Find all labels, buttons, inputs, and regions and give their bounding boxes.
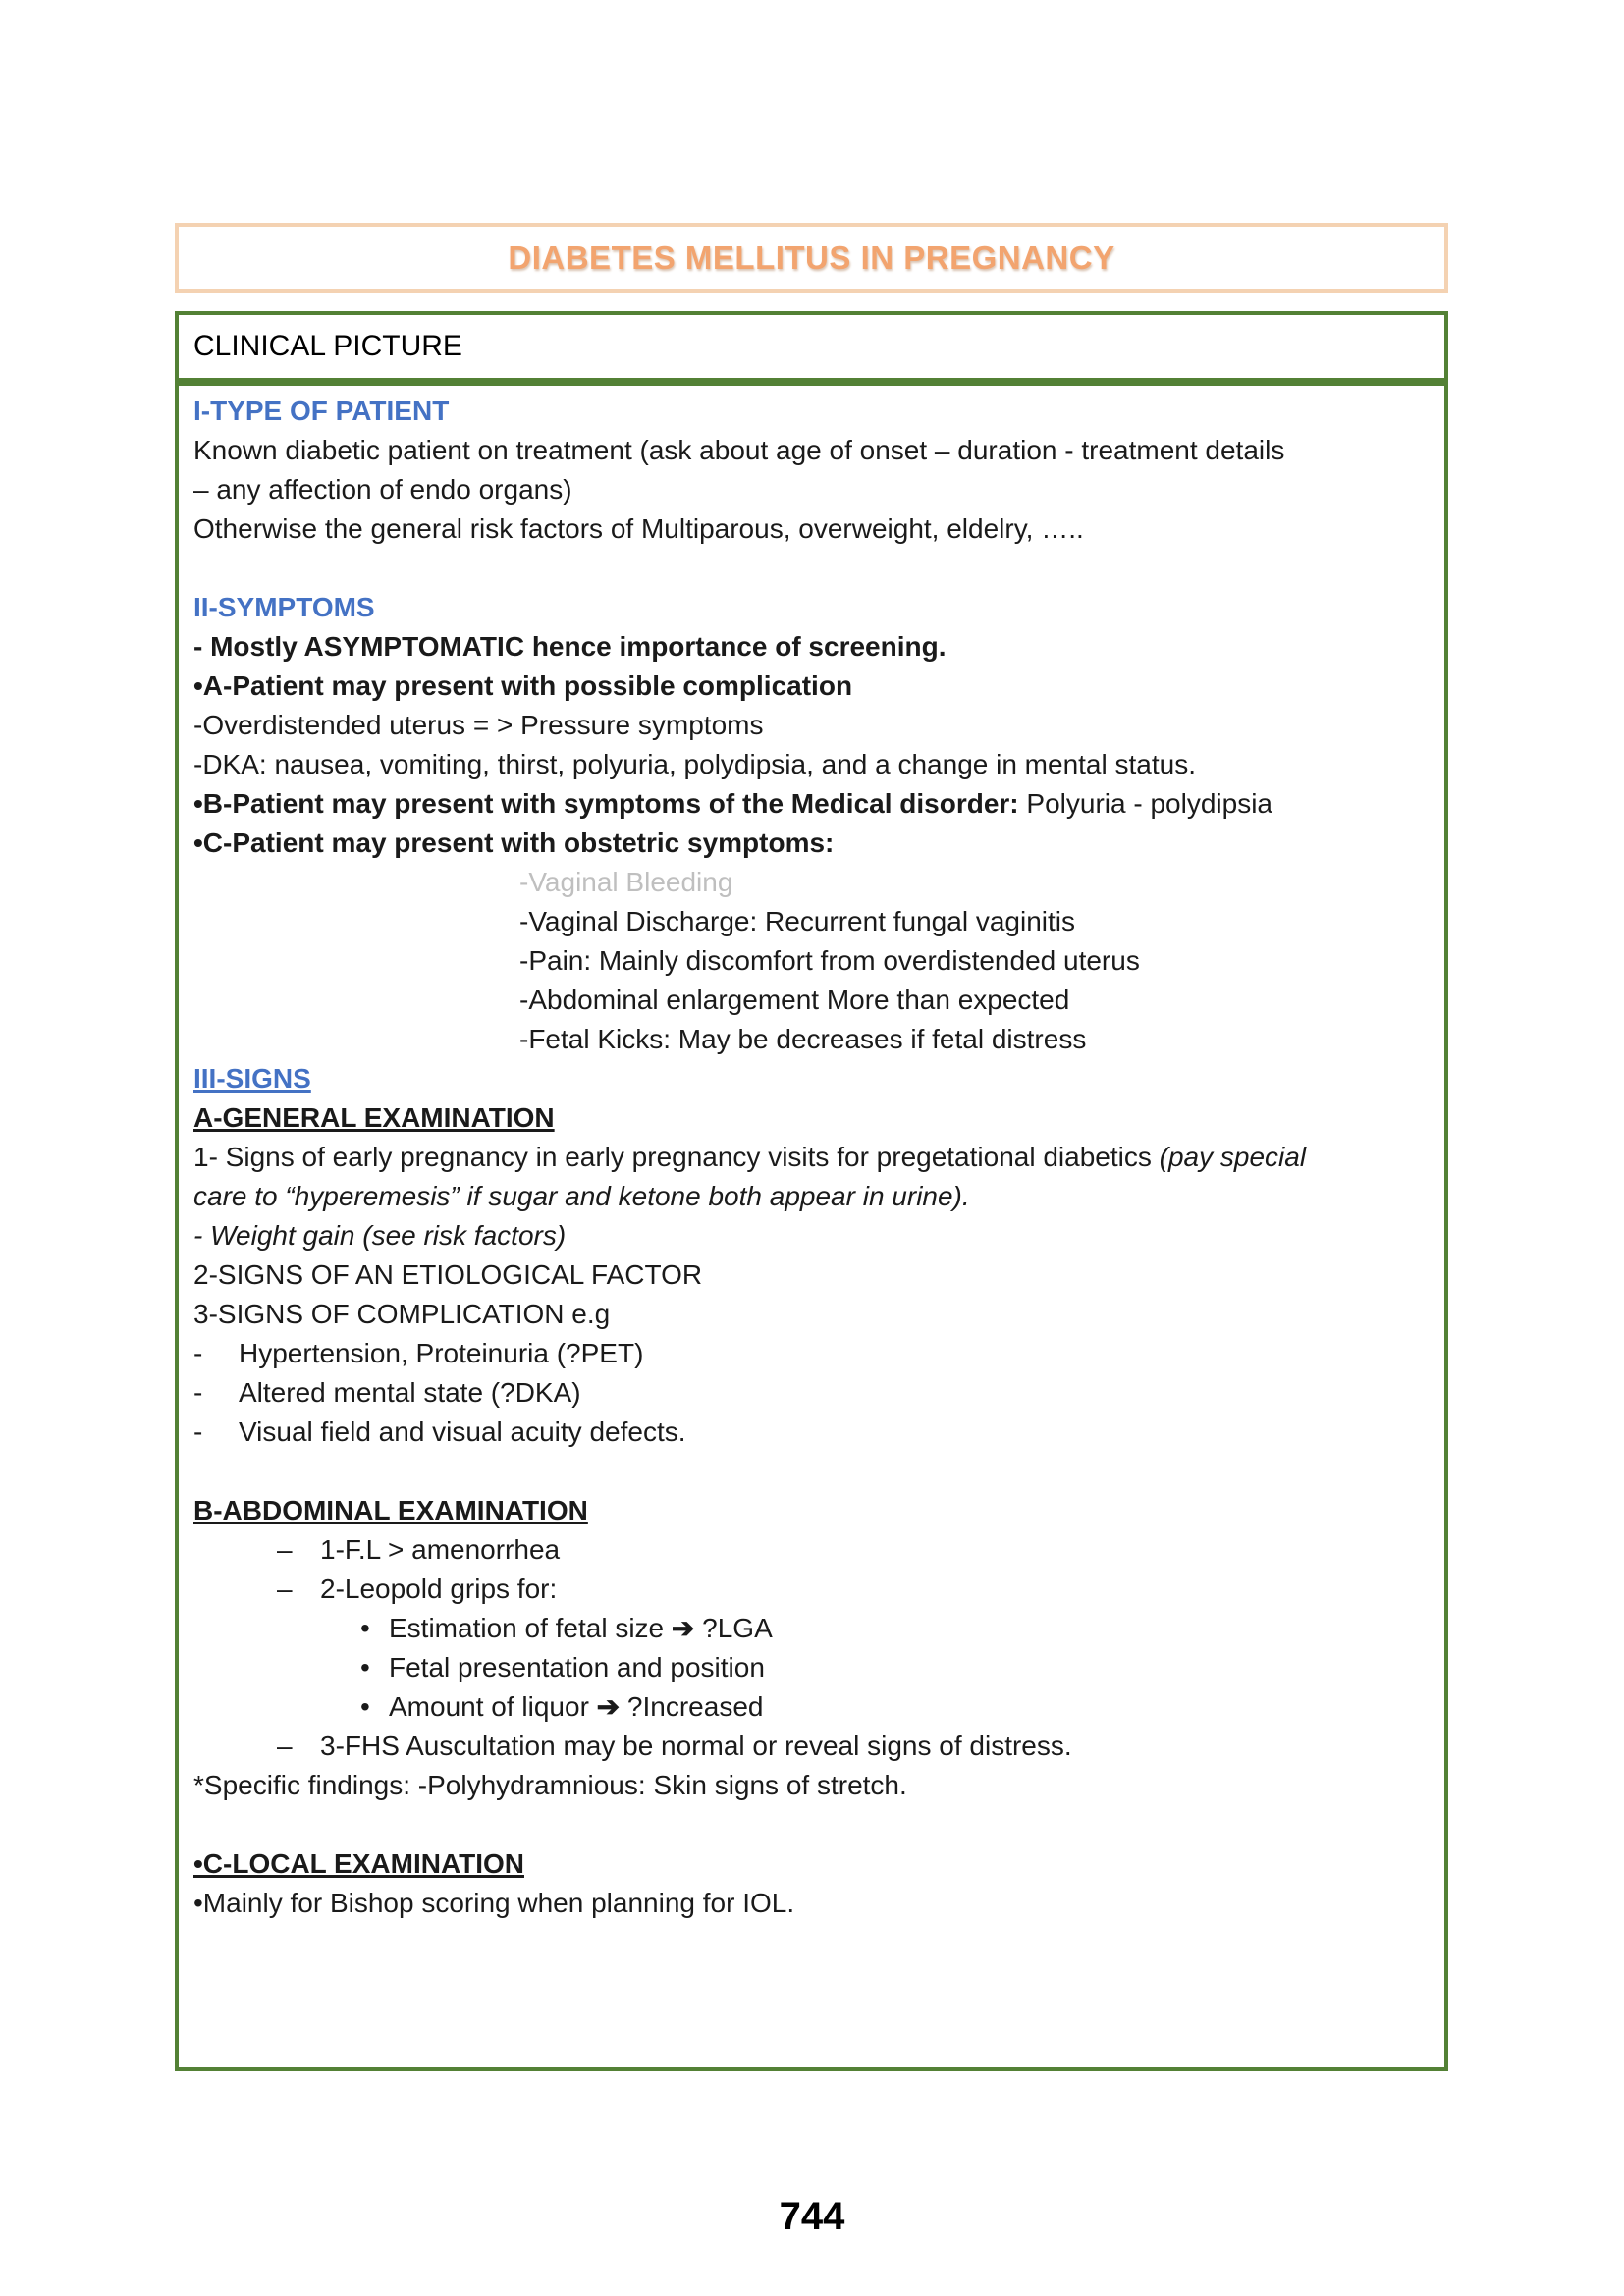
content-line: [193, 509, 1430, 549]
content-line: [193, 1844, 1430, 1884]
text-segment: A-GENERAL EXAMINATION: [193, 1102, 555, 1133]
text-segment: -Pain: Mainly discomfort from overdistended uterus: [519, 945, 1140, 976]
content-line: [193, 667, 1430, 706]
text-segment: II-SYMPTOMS: [193, 592, 375, 622]
content-line: [193, 1530, 1430, 1570]
content-line: [519, 863, 1430, 902]
content-line: [193, 627, 1430, 667]
content-line: [193, 470, 1430, 509]
text-segment: 2-SIGNS OF AN ETIOLOGICAL FACTOR: [193, 1259, 703, 1290]
text-segment: •A-Patient may present with possible complication: [193, 670, 853, 701]
list-bullet: –: [277, 1731, 293, 1761]
text-segment: •Mainly for Bishop scoring when planning for IOL.: [193, 1888, 795, 1918]
text-segment: care to “hyperemesis” if sugar and ketone both appear in urine).: [193, 1181, 970, 1211]
page-number: 744: [779, 2195, 845, 2238]
list-bullet: -: [193, 1338, 203, 1368]
text-segment: •C-LOCAL EXAMINATION: [193, 1848, 524, 1879]
text-segment: -Vaginal Bleeding: [519, 867, 733, 897]
text-segment: 2-Leopold grips for:: [320, 1574, 558, 1604]
content-line: [193, 1766, 1430, 1805]
text-segment: •B-Patient may present with symptoms of the Medical disorder:: [193, 788, 1019, 819]
title-box: [175, 223, 1448, 293]
text-segment: B-ABDOMINAL EXAMINATION: [193, 1495, 588, 1525]
content-line: [193, 1059, 1430, 1098]
text-segment: Altered mental state (?DKA): [239, 1377, 581, 1408]
list-bullet: •: [360, 1613, 370, 1643]
blank-line: [193, 1452, 1430, 1491]
list-bullet: •: [360, 1652, 370, 1682]
content-line: [519, 981, 1430, 1020]
page-title: DIABETES MELLITUS IN PREGNANCY: [508, 239, 1115, 276]
text-segment: -Vaginal Discharge: Recurrent fungal vaginitis: [519, 906, 1075, 936]
text-segment: -Overdistended uterus = > Pressure symptoms: [193, 710, 764, 740]
text-segment: ➔: [596, 1691, 621, 1722]
text-segment: ➔: [671, 1613, 695, 1643]
text-segment: (pay special: [1159, 1142, 1307, 1172]
text-segment: Otherwise the general risk factors of Multiparous, overweight, eldelry, …..: [193, 513, 1084, 544]
content-line: [193, 588, 1430, 627]
blank-line: [193, 549, 1430, 588]
text-segment: - Mostly ASYMPTOMATIC hence importance of screening.: [193, 631, 947, 662]
content-line: [193, 706, 1430, 745]
content-line: [193, 1648, 1430, 1687]
content-line: [193, 824, 1430, 863]
content-line: [519, 941, 1430, 981]
content-line: [193, 1884, 1430, 1923]
text-segment: -Abdominal enlargement More than expected: [519, 985, 1070, 1015]
text-segment: III-SIGNS: [193, 1063, 311, 1094]
list-bullet: •: [360, 1691, 370, 1722]
text-segment: Fetal presentation and position: [389, 1652, 765, 1682]
content-line: [193, 1098, 1430, 1138]
content-line: [193, 1687, 1430, 1727]
text-segment: 1- Signs of early pregnancy in early pregnancy visits for pregetational diabetics: [193, 1142, 1160, 1172]
content-line: [193, 1255, 1430, 1295]
content-line: [193, 1295, 1430, 1334]
content-line: [193, 745, 1430, 784]
content-line: [193, 1334, 1430, 1373]
content-lines: [193, 392, 1430, 1923]
text-segment: 1-F.L > amenorrhea: [320, 1534, 561, 1565]
list-bullet: -: [193, 1377, 203, 1408]
content-line: [193, 1413, 1430, 1452]
text-segment: -DKA: nausea, vomiting, thirst, polyuria, polydipsia, and a change in mental status.: [193, 749, 1196, 779]
content-line: [193, 1570, 1430, 1609]
text-segment: I-TYPE OF PATIENT: [193, 396, 450, 426]
content-line: [193, 431, 1430, 470]
text-segment: - Weight gain (see risk factors): [193, 1220, 567, 1251]
text-segment: Hypertension, Proteinuria (?PET): [239, 1338, 644, 1368]
list-bullet: –: [277, 1574, 293, 1604]
content-line: [519, 902, 1430, 941]
text-segment: ?LGA: [694, 1613, 773, 1643]
text-segment: Visual field and visual acuity defects.: [239, 1416, 686, 1447]
content-line: [193, 1373, 1430, 1413]
text-segment: •C-Patient may present with obstetric symptoms:: [193, 828, 835, 858]
content-line: [193, 1138, 1430, 1177]
text-segment: Polyuria - polydipsia: [1018, 788, 1272, 819]
list-bullet: –: [277, 1534, 293, 1565]
list-bullet: -: [193, 1416, 203, 1447]
content-line: [193, 1216, 1430, 1255]
text-segment: Estimation of fetal size: [389, 1613, 672, 1643]
text-segment: -Fetal Kicks: May be decreases if fetal distress: [519, 1024, 1087, 1054]
section-header: CLINICAL PICTURE: [193, 330, 462, 362]
text-segment: Known diabetic patient on treatment (ask about age of onset – duration - treatment details: [193, 435, 1285, 465]
text-segment: 3-SIGNS OF COMPLICATION e.g: [193, 1299, 611, 1329]
content-line: [193, 1609, 1430, 1648]
content-line: [193, 784, 1430, 824]
blank-line: [193, 1805, 1430, 1844]
content-box: [175, 382, 1448, 2071]
text-segment: Amount of liquor: [389, 1691, 597, 1722]
content-line: [193, 392, 1430, 431]
text-segment: ?Increased: [620, 1691, 764, 1722]
text-segment: – any affection of endo organs): [193, 474, 572, 505]
content-line: [193, 1727, 1430, 1766]
text-segment: 3-FHS Auscultation may be normal or reveal signs of distress.: [320, 1731, 1072, 1761]
text-segment: *Specific findings: -Polyhydramnious: Skin signs of stretch.: [193, 1770, 907, 1800]
clinical-picture-box: [175, 311, 1448, 382]
content-line: [519, 1020, 1430, 1059]
content-line: [193, 1177, 1430, 1216]
content-line: [193, 1491, 1430, 1530]
